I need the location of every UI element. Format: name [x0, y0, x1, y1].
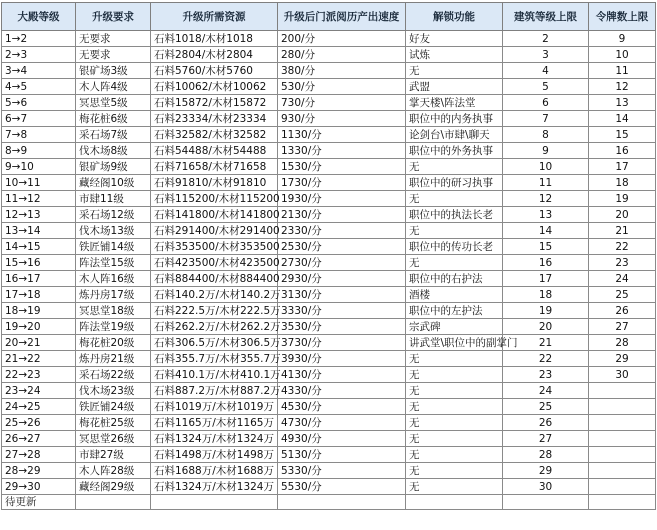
cell-token-cap: 25	[589, 287, 656, 303]
cell-resources: 石料291400/木材291400	[151, 223, 278, 239]
table-row	[2, 191, 656, 207]
cell-output-speed: 3130/分	[278, 287, 406, 303]
cell-unlocks: 无	[406, 383, 503, 399]
cell-output-speed: 1130/分	[278, 127, 406, 143]
cell-requirement: 采石场22级	[76, 367, 151, 383]
cell-output-speed: 280/分	[278, 47, 406, 63]
table-row	[2, 303, 656, 319]
cell-hall-level: 27→28	[2, 447, 76, 463]
table-row	[2, 31, 656, 47]
cell-resources: 石料54488/木材54488	[151, 143, 278, 159]
cell-requirement: 藏经阁29级	[76, 479, 151, 495]
cell-unlocks: 论剑台\市肆\聊天	[406, 127, 503, 143]
cell-unlocks: 职位中的左护法	[406, 303, 503, 319]
cell-token-cap: 16	[589, 143, 656, 159]
cell-building-cap: 15	[503, 239, 589, 255]
cell-hall-level: 13→14	[2, 223, 76, 239]
cell-requirement: 银矿场3级	[76, 63, 151, 79]
cell-resources: 石料1688万/木材1688万	[151, 463, 278, 479]
cell-unlocks: 无	[406, 431, 503, 447]
cell-requirement: 梅花桩20级	[76, 335, 151, 351]
header-requirement: 升级要求	[76, 3, 151, 31]
cell-token-cap	[589, 399, 656, 415]
cell-hall-level: 14→15	[2, 239, 76, 255]
cell-requirement: 伐木场23级	[76, 383, 151, 399]
cell-resources: 石料2804/木材2804	[151, 47, 278, 63]
cell-requirement: 木人阵28级	[76, 463, 151, 479]
cell-unlocks: 无	[406, 191, 503, 207]
cell-output-speed: 2730/分	[278, 255, 406, 271]
cell-resources: 石料306.5万/木材306.5万	[151, 335, 278, 351]
cell-output-speed: 5330/分	[278, 463, 406, 479]
cell-resources: 石料140.2万/木材140.2万	[151, 287, 278, 303]
table-row	[2, 351, 656, 367]
cell-token-cap: 27	[589, 319, 656, 335]
empty-cell	[76, 495, 151, 510]
cell-requirement: 市肆11级	[76, 191, 151, 207]
cell-hall-level: 2→3	[2, 47, 76, 63]
cell-output-speed: 3330/分	[278, 303, 406, 319]
cell-output-speed: 1930/分	[278, 191, 406, 207]
cell-building-cap: 19	[503, 303, 589, 319]
empty-cell	[503, 495, 589, 510]
cell-requirement: 阵法堂19级	[76, 319, 151, 335]
table-row	[2, 255, 656, 271]
table-row	[2, 335, 656, 351]
cell-building-cap: 27	[503, 431, 589, 447]
cell-token-cap: 11	[589, 63, 656, 79]
cell-hall-level: 20→21	[2, 335, 76, 351]
cell-resources: 石料141800/木材141800	[151, 207, 278, 223]
cell-requirement: 冥思堂18级	[76, 303, 151, 319]
cell-hall-level: 16→17	[2, 271, 76, 287]
cell-resources: 石料91810/木材91810	[151, 175, 278, 191]
cell-building-cap: 20	[503, 319, 589, 335]
footer-row	[2, 495, 656, 510]
cell-unlocks: 无	[406, 255, 503, 271]
cell-unlocks: 好友	[406, 31, 503, 47]
cell-unlocks: 无	[406, 415, 503, 431]
empty-cell	[406, 495, 503, 510]
cell-requirement: 采石场7级	[76, 127, 151, 143]
cell-output-speed: 730/分	[278, 95, 406, 111]
cell-token-cap	[589, 415, 656, 431]
cell-unlocks: 职位中的内务执事	[406, 111, 503, 127]
cell-hall-level: 10→11	[2, 175, 76, 191]
cell-unlocks: 无	[406, 159, 503, 175]
cell-unlocks: 掌天楼\阵法堂	[406, 95, 503, 111]
table-row	[2, 207, 656, 223]
cell-unlocks: 讲武堂\职位中的副掌门	[406, 335, 503, 351]
cell-unlocks: 无	[406, 399, 503, 415]
cell-requirement: 梅花桩25级	[76, 415, 151, 431]
cell-resources: 石料887.2万/木材887.2万	[151, 383, 278, 399]
cell-resources: 石料1324万/木材1324万	[151, 431, 278, 447]
cell-token-cap: 29	[589, 351, 656, 367]
cell-building-cap: 12	[503, 191, 589, 207]
cell-output-speed: 2330/分	[278, 223, 406, 239]
cell-output-speed: 530/分	[278, 79, 406, 95]
cell-token-cap	[589, 431, 656, 447]
cell-building-cap: 28	[503, 447, 589, 463]
table-row	[2, 431, 656, 447]
cell-unlocks: 无	[406, 447, 503, 463]
cell-unlocks: 无	[406, 351, 503, 367]
table-row	[2, 415, 656, 431]
cell-building-cap: 18	[503, 287, 589, 303]
table-row	[2, 271, 656, 287]
table-row	[2, 239, 656, 255]
cell-building-cap: 9	[503, 143, 589, 159]
cell-resources: 石料23334/木材23334	[151, 111, 278, 127]
table-row	[2, 127, 656, 143]
cell-requirement: 冥思堂5级	[76, 95, 151, 111]
cell-token-cap: 18	[589, 175, 656, 191]
cell-unlocks: 无	[406, 63, 503, 79]
cell-output-speed: 3930/分	[278, 351, 406, 367]
cell-hall-level: 18→19	[2, 303, 76, 319]
footer-note: 待更新	[2, 495, 76, 510]
cell-output-speed: 5130/分	[278, 447, 406, 463]
cell-requirement: 梅花桩6级	[76, 111, 151, 127]
table-row	[2, 63, 656, 79]
cell-token-cap: 14	[589, 111, 656, 127]
cell-requirement: 藏经阁10级	[76, 175, 151, 191]
cell-building-cap: 30	[503, 479, 589, 495]
cell-requirement: 伐木场8级	[76, 143, 151, 159]
cell-requirement: 采石场12级	[76, 207, 151, 223]
cell-output-speed: 930/分	[278, 111, 406, 127]
cell-building-cap: 13	[503, 207, 589, 223]
cell-unlocks: 无	[406, 463, 503, 479]
cell-building-cap: 26	[503, 415, 589, 431]
cell-hall-level: 8→9	[2, 143, 76, 159]
cell-building-cap: 14	[503, 223, 589, 239]
cell-resources: 石料1498万/木材1498万	[151, 447, 278, 463]
cell-resources: 石料71658/木材71658	[151, 159, 278, 175]
cell-building-cap: 7	[503, 111, 589, 127]
cell-token-cap: 20	[589, 207, 656, 223]
upgrade-table	[1, 2, 656, 510]
header-output-speed: 升级后门派阅历产出速度	[278, 3, 406, 31]
table-row	[2, 111, 656, 127]
table-row	[2, 479, 656, 495]
cell-hall-level: 9→10	[2, 159, 76, 175]
cell-token-cap	[589, 463, 656, 479]
cell-requirement: 无要求	[76, 31, 151, 47]
cell-building-cap: 8	[503, 127, 589, 143]
cell-hall-level: 15→16	[2, 255, 76, 271]
table-row	[2, 79, 656, 95]
cell-hall-level: 24→25	[2, 399, 76, 415]
cell-output-speed: 200/分	[278, 31, 406, 47]
cell-resources: 石料15872/木材15872	[151, 95, 278, 111]
cell-hall-level: 25→26	[2, 415, 76, 431]
cell-unlocks: 宗武碑	[406, 319, 503, 335]
cell-output-speed: 4330/分	[278, 383, 406, 399]
cell-resources: 石料222.5万/木材222.5万	[151, 303, 278, 319]
empty-cell	[278, 495, 406, 510]
table-row	[2, 95, 656, 111]
cell-building-cap: 29	[503, 463, 589, 479]
cell-hall-level: 1→2	[2, 31, 76, 47]
cell-unlocks: 职位中的传功长老	[406, 239, 503, 255]
cell-hall-level: 3→4	[2, 63, 76, 79]
cell-hall-level: 4→5	[2, 79, 76, 95]
cell-hall-level: 22→23	[2, 367, 76, 383]
cell-building-cap: 5	[503, 79, 589, 95]
cell-building-cap: 25	[503, 399, 589, 415]
cell-building-cap: 3	[503, 47, 589, 63]
cell-output-speed: 2930/分	[278, 271, 406, 287]
cell-building-cap: 21	[503, 335, 589, 351]
cell-building-cap: 10	[503, 159, 589, 175]
table-body	[2, 31, 656, 510]
cell-token-cap: 15	[589, 127, 656, 143]
cell-hall-level: 17→18	[2, 287, 76, 303]
table-row	[2, 447, 656, 463]
cell-resources: 石料355.7万/木材355.7万	[151, 351, 278, 367]
cell-token-cap: 23	[589, 255, 656, 271]
header-token-cap: 令牌数上限	[589, 3, 656, 31]
cell-requirement: 铁匠铺24级	[76, 399, 151, 415]
cell-requirement: 木人阵4级	[76, 79, 151, 95]
cell-unlocks: 试炼	[406, 47, 503, 63]
cell-token-cap: 9	[589, 31, 656, 47]
table-row	[2, 223, 656, 239]
cell-resources: 石料1324万/木材1324万	[151, 479, 278, 495]
cell-requirement: 伐木场13级	[76, 223, 151, 239]
cell-token-cap: 19	[589, 191, 656, 207]
cell-output-speed: 3730/分	[278, 335, 406, 351]
cell-token-cap: 24	[589, 271, 656, 287]
cell-output-speed: 4530/分	[278, 399, 406, 415]
cell-requirement: 市肆27级	[76, 447, 151, 463]
cell-requirement: 木人阵16级	[76, 271, 151, 287]
cell-token-cap: 17	[589, 159, 656, 175]
cell-output-speed: 1330/分	[278, 143, 406, 159]
cell-output-speed: 4730/分	[278, 415, 406, 431]
cell-requirement: 炼丹房17级	[76, 287, 151, 303]
cell-resources: 石料410.1万/木材410.1万	[151, 367, 278, 383]
cell-token-cap: 26	[589, 303, 656, 319]
table-row	[2, 47, 656, 63]
cell-output-speed: 5530/分	[278, 479, 406, 495]
cell-token-cap: 22	[589, 239, 656, 255]
header-row	[2, 3, 656, 31]
cell-resources: 石料353500/木材353500	[151, 239, 278, 255]
cell-hall-level: 21→22	[2, 351, 76, 367]
table-row	[2, 383, 656, 399]
table-row	[2, 463, 656, 479]
cell-output-speed: 1730/分	[278, 175, 406, 191]
cell-output-speed: 4130/分	[278, 367, 406, 383]
cell-hall-level: 5→6	[2, 95, 76, 111]
cell-resources: 石料423500/木材423500	[151, 255, 278, 271]
cell-token-cap: 12	[589, 79, 656, 95]
cell-resources: 石料1165万/木材1165万	[151, 415, 278, 431]
cell-building-cap: 17	[503, 271, 589, 287]
cell-building-cap: 23	[503, 367, 589, 383]
cell-hall-level: 23→24	[2, 383, 76, 399]
cell-unlocks: 无	[406, 367, 503, 383]
header-resources: 升级所需资源	[151, 3, 278, 31]
cell-hall-level: 11→12	[2, 191, 76, 207]
cell-hall-level: 12→13	[2, 207, 76, 223]
cell-token-cap	[589, 479, 656, 495]
cell-output-speed: 380/分	[278, 63, 406, 79]
cell-resources: 石料884400/木材884400	[151, 271, 278, 287]
cell-building-cap: 2	[503, 31, 589, 47]
cell-unlocks: 无	[406, 479, 503, 495]
cell-resources: 石料32582/木材32582	[151, 127, 278, 143]
cell-requirement: 铁匠铺14级	[76, 239, 151, 255]
cell-resources: 石料10062/木材10062	[151, 79, 278, 95]
cell-hall-level: 28→29	[2, 463, 76, 479]
header-unlocks: 解锁功能	[406, 3, 503, 31]
cell-building-cap: 16	[503, 255, 589, 271]
cell-resources: 石料1019万/木材1019万	[151, 399, 278, 415]
cell-unlocks: 职位中的执法长老	[406, 207, 503, 223]
header-hall-level: 大殿等级	[2, 3, 76, 31]
cell-token-cap: 13	[589, 95, 656, 111]
cell-unlocks: 酒楼	[406, 287, 503, 303]
cell-hall-level: 19→20	[2, 319, 76, 335]
table-row	[2, 175, 656, 191]
table-row	[2, 319, 656, 335]
cell-requirement: 冥思堂26级	[76, 431, 151, 447]
cell-resources: 石料5760/木材5760	[151, 63, 278, 79]
cell-requirement: 阵法堂15级	[76, 255, 151, 271]
cell-output-speed: 2130/分	[278, 207, 406, 223]
cell-resources: 石料1018/木材1018	[151, 31, 278, 47]
cell-token-cap	[589, 383, 656, 399]
cell-building-cap: 24	[503, 383, 589, 399]
cell-building-cap: 22	[503, 351, 589, 367]
cell-hall-level: 7→8	[2, 127, 76, 143]
cell-resources: 石料262.2万/木材262.2万	[151, 319, 278, 335]
cell-token-cap: 28	[589, 335, 656, 351]
cell-output-speed: 4930/分	[278, 431, 406, 447]
table-row	[2, 287, 656, 303]
cell-requirement: 银矿场9级	[76, 159, 151, 175]
cell-building-cap: 6	[503, 95, 589, 111]
cell-token-cap: 21	[589, 223, 656, 239]
cell-hall-level: 26→27	[2, 431, 76, 447]
cell-building-cap: 4	[503, 63, 589, 79]
table-row	[2, 159, 656, 175]
cell-token-cap: 10	[589, 47, 656, 63]
table-row	[2, 367, 656, 383]
cell-requirement: 炼丹房21级	[76, 351, 151, 367]
cell-token-cap: 30	[589, 367, 656, 383]
cell-resources: 石料115200/木材115200	[151, 191, 278, 207]
cell-unlocks: 职位中的右护法	[406, 271, 503, 287]
cell-unlocks: 武盟	[406, 79, 503, 95]
cell-output-speed: 2530/分	[278, 239, 406, 255]
empty-cell	[589, 495, 656, 510]
cell-requirement: 无要求	[76, 47, 151, 63]
cell-unlocks: 无	[406, 223, 503, 239]
table-row	[2, 143, 656, 159]
cell-building-cap: 11	[503, 175, 589, 191]
table-row	[2, 399, 656, 415]
header-building-cap: 建筑等级上限	[503, 3, 589, 31]
cell-output-speed: 1530/分	[278, 159, 406, 175]
cell-hall-level: 6→7	[2, 111, 76, 127]
cell-output-speed: 3530/分	[278, 319, 406, 335]
empty-cell	[151, 495, 278, 510]
cell-token-cap	[589, 447, 656, 463]
cell-hall-level: 29→30	[2, 479, 76, 495]
cell-unlocks: 职位中的外务执事	[406, 143, 503, 159]
cell-unlocks: 职位中的研习执事	[406, 175, 503, 191]
